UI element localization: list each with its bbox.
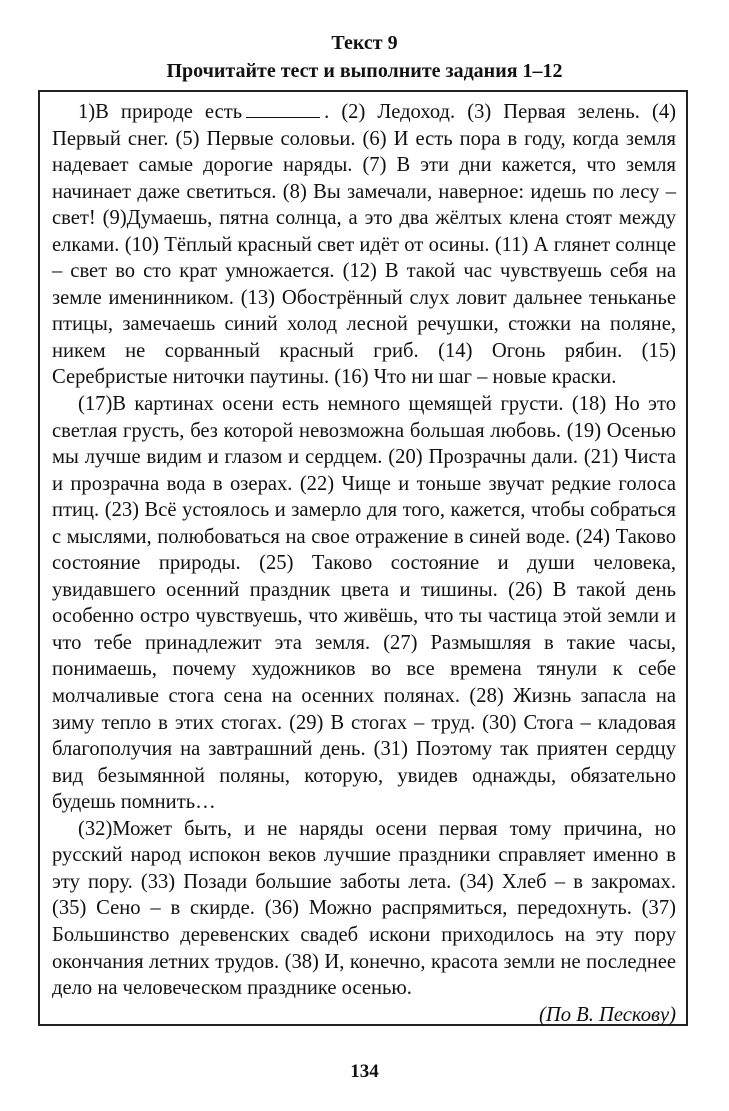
page-number: 134 — [350, 1061, 379, 1082]
text-title: Текст 9 — [331, 32, 398, 54]
fill-in-blank — [246, 99, 320, 118]
paragraph-3: (32)Может быть, и не наряды осени первая тому причина, но русский народ испокон веков лучшие праздники справляет именно в эту пору. (33) Позади большие заботы лета. (34) Хлеб – в закромах. (35) Сено – в скирде. (36) Можно распрямиться, передохнуть. (37) Большинство деревенских свадеб искони приходилось на эту пору окончания летних трудов. (38) И, конечно, красота земли не последнее дело на человеческом празднике осенью. — [52, 817, 676, 1000]
task-instruction: Прочитайте тест и выполните задания 1–12 — [166, 60, 563, 82]
paragraph-2: (17)В картинах осени есть немного щемящей грусти. (18) Но это светлая грусть, без которой невозможна большая любовь. (19) Осенью мы лучше видим и глазом и сердцем. (20) Прозрачны дали. (21) Чиста и прозрачна вода в озерах. (22) Чище и тоньше звучат редкие голоса птиц. (23) Всё устоялось и замерло для того, кажется, чтобы собраться с мыслями, полюбоваться на свое отражение в синей воде. (24) Таково состояние природы. (25) Таково состояние и души человека, увидавшего осенний праздник цвета и тишины. (26) В такой день особенно остро чувствуешь, что живёшь, что ты частица этой земли и что тебе принадлежит эта земля. (27) Размышляя в такие часы, понимаешь, почему художников во все времена тянули к себе молчаливые стога сена на осенних полянах. (28) Жизнь запасла на зиму тепло в этих стогах. (29) В стогах – труд. (30) Стога – кладовая благополучия на завтрашний день. (31) Поэтому так приятен сердцу вид безымянной поляны, которую, увидев однажды, обязательно будешь помнить… — [52, 393, 676, 814]
text-frame — [38, 90, 688, 1026]
paragraph-1 — [52, 99, 676, 391]
author-attribution: (По В. Пескову) — [538, 1003, 676, 1026]
paragraph-1-start: 1)В природе есть — [78, 101, 243, 123]
paragraph-1-rest: . (2) Ледоход. (3) Первая зелень. (4) Первый снег. (5) Первые соловьи. (6) И есть пора в году, когда земля надевает самые дорогие наряды. (7) В эти дни кажется, что земля начинает даже светиться. (8) Вы замечали, наверное: идешь по лесу – свет! (9)Думаешь, пятна солнца, а это два жёлтых клена стоят между елками. (10) Тёплый красный свет идёт от осины. (11) А глянет солнце – свет во сто крат умножается. (12) В такой час чувствуешь себя на земле именинником. (13) Обострённый слух ловит дальнее теньканье птицы, замечаешь синий холод лесной речушки, стожки на поляне, никем не сорванный красный гриб. (14) Огонь рябин. (15) Серебристые ниточки паутины. (16) Что ни шаг – новые краски. — [52, 101, 676, 389]
